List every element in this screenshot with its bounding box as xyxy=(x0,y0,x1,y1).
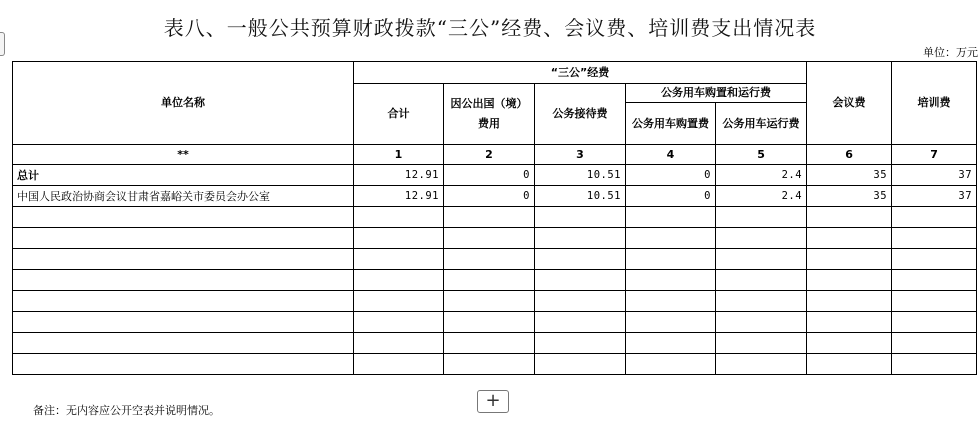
empty-cell[interactable] xyxy=(716,354,807,375)
empty-cell[interactable] xyxy=(716,270,807,291)
empty-cell[interactable] xyxy=(535,312,626,333)
footnote: 备注：无内容应公开空表并说明情况。 xyxy=(33,404,220,417)
empty-cell[interactable] xyxy=(535,207,626,228)
empty-cell[interactable] xyxy=(807,354,892,375)
empty-cell[interactable] xyxy=(13,249,354,270)
table-row-total xyxy=(13,165,977,186)
column-number-row xyxy=(13,145,977,165)
empty-cell[interactable] xyxy=(892,270,977,291)
empty-cell[interactable] xyxy=(626,249,716,270)
empty-table-row xyxy=(13,354,977,375)
empty-cell[interactable] xyxy=(13,207,354,228)
cell-reception: 10.51 xyxy=(535,165,626,186)
empty-cell[interactable] xyxy=(807,207,892,228)
empty-cell[interactable] xyxy=(354,312,444,333)
row-name: 总计 xyxy=(13,165,354,186)
cell-meeting: 35 xyxy=(807,165,892,186)
empty-cell[interactable] xyxy=(807,291,892,312)
empty-cell[interactable] xyxy=(535,270,626,291)
cell-meeting: 35 xyxy=(807,186,892,207)
empty-cell[interactable] xyxy=(444,270,535,291)
empty-cell[interactable] xyxy=(807,312,892,333)
cell-vehicle-purchase: 0 xyxy=(626,186,716,207)
empty-cell[interactable] xyxy=(892,333,977,354)
empty-table-row xyxy=(13,312,977,333)
empty-cell[interactable] xyxy=(892,291,977,312)
header-abroad: 因公出国（境）费用 xyxy=(444,84,535,145)
cell-reception: 10.51 xyxy=(535,186,626,207)
table-row xyxy=(13,186,977,207)
empty-cell[interactable] xyxy=(354,333,444,354)
empty-cell[interactable] xyxy=(354,354,444,375)
empty-table-row xyxy=(13,291,977,312)
header-vehicle-purchase: 公务用车购置费 xyxy=(626,103,716,145)
empty-cell[interactable] xyxy=(807,228,892,249)
header-total: 合计 xyxy=(354,84,444,145)
cell-total: 12.91 xyxy=(354,165,444,186)
empty-cell[interactable] xyxy=(13,228,354,249)
empty-cell[interactable] xyxy=(354,270,444,291)
cell-vehicle-purchase: 0 xyxy=(626,165,716,186)
expenditure-table xyxy=(12,61,977,375)
empty-cell[interactable] xyxy=(626,333,716,354)
col-number: ** xyxy=(13,145,354,165)
col-number: 2 xyxy=(444,145,535,165)
col-number: 5 xyxy=(716,145,807,165)
empty-cell[interactable] xyxy=(892,228,977,249)
empty-cell[interactable] xyxy=(892,249,977,270)
empty-cell[interactable] xyxy=(716,333,807,354)
empty-cell[interactable] xyxy=(444,249,535,270)
empty-cell[interactable] xyxy=(626,207,716,228)
empty-cell[interactable] xyxy=(535,249,626,270)
empty-cell[interactable] xyxy=(626,228,716,249)
header-vehicle-group: 公务用车购置和运行费 xyxy=(626,84,807,103)
empty-cell[interactable] xyxy=(444,333,535,354)
empty-cell[interactable] xyxy=(444,228,535,249)
empty-table-row xyxy=(13,249,977,270)
empty-cell[interactable] xyxy=(626,312,716,333)
empty-cell[interactable] xyxy=(444,207,535,228)
report-title: 表八、一般公共预算财政拨款“三公”经费、会议费、培训费支出情况表 xyxy=(163,16,817,40)
empty-cell[interactable] xyxy=(354,291,444,312)
empty-cell[interactable] xyxy=(626,291,716,312)
add-row-button[interactable]: + xyxy=(477,390,509,413)
empty-cell[interactable] xyxy=(626,354,716,375)
empty-cell[interactable] xyxy=(535,228,626,249)
empty-cell[interactable] xyxy=(807,270,892,291)
empty-cell[interactable] xyxy=(716,228,807,249)
empty-cell[interactable] xyxy=(716,291,807,312)
empty-cell[interactable] xyxy=(892,354,977,375)
empty-cell[interactable] xyxy=(716,249,807,270)
col-number: 6 xyxy=(807,145,892,165)
cell-training: 37 xyxy=(892,165,977,186)
unit-label: 单位：万元 xyxy=(923,46,978,59)
header-sangong: “三公”经费 xyxy=(354,62,807,84)
empty-table-row xyxy=(13,228,977,249)
cell-abroad: 0 xyxy=(444,186,535,207)
empty-cell[interactable] xyxy=(892,312,977,333)
empty-cell[interactable] xyxy=(535,354,626,375)
empty-cell[interactable] xyxy=(807,333,892,354)
col-number: 1 xyxy=(354,145,444,165)
empty-cell[interactable] xyxy=(354,207,444,228)
cell-abroad: 0 xyxy=(444,165,535,186)
cell-total: 12.91 xyxy=(354,186,444,207)
empty-cell[interactable] xyxy=(13,333,354,354)
empty-cell[interactable] xyxy=(13,312,354,333)
empty-cell[interactable] xyxy=(716,207,807,228)
empty-table-row xyxy=(13,207,977,228)
empty-cell[interactable] xyxy=(807,249,892,270)
empty-cell[interactable] xyxy=(354,228,444,249)
empty-cell[interactable] xyxy=(13,354,354,375)
col-number: 4 xyxy=(626,145,716,165)
cell-vehicle-operation: 2.4 xyxy=(716,186,807,207)
header-unit-name: 单位名称 xyxy=(13,62,354,145)
cell-vehicle-operation: 2.4 xyxy=(716,165,807,186)
empty-cell[interactable] xyxy=(444,291,535,312)
empty-cell[interactable] xyxy=(13,291,354,312)
side-panel-handle[interactable] xyxy=(0,32,5,56)
empty-table-row xyxy=(13,270,977,291)
header-reception: 公务接待费 xyxy=(535,84,626,145)
header-vehicle-operation: 公务用车运行费 xyxy=(716,103,807,145)
empty-cell[interactable] xyxy=(626,270,716,291)
cell-training: 37 xyxy=(892,186,977,207)
header-meeting: 会议费 xyxy=(807,62,892,145)
empty-cell[interactable] xyxy=(13,270,354,291)
empty-cell[interactable] xyxy=(444,312,535,333)
empty-cell[interactable] xyxy=(444,354,535,375)
header-training: 培训费 xyxy=(892,62,977,145)
col-number: 7 xyxy=(892,145,977,165)
row-name: 中国人民政治协商会议甘肃省嘉峪关市委员会办公室 xyxy=(13,186,354,207)
col-number: 3 xyxy=(535,145,626,165)
empty-cell[interactable] xyxy=(535,291,626,312)
empty-table-row xyxy=(13,333,977,354)
empty-cell[interactable] xyxy=(535,333,626,354)
empty-cell[interactable] xyxy=(354,249,444,270)
empty-cell[interactable] xyxy=(892,207,977,228)
empty-cell[interactable] xyxy=(716,312,807,333)
